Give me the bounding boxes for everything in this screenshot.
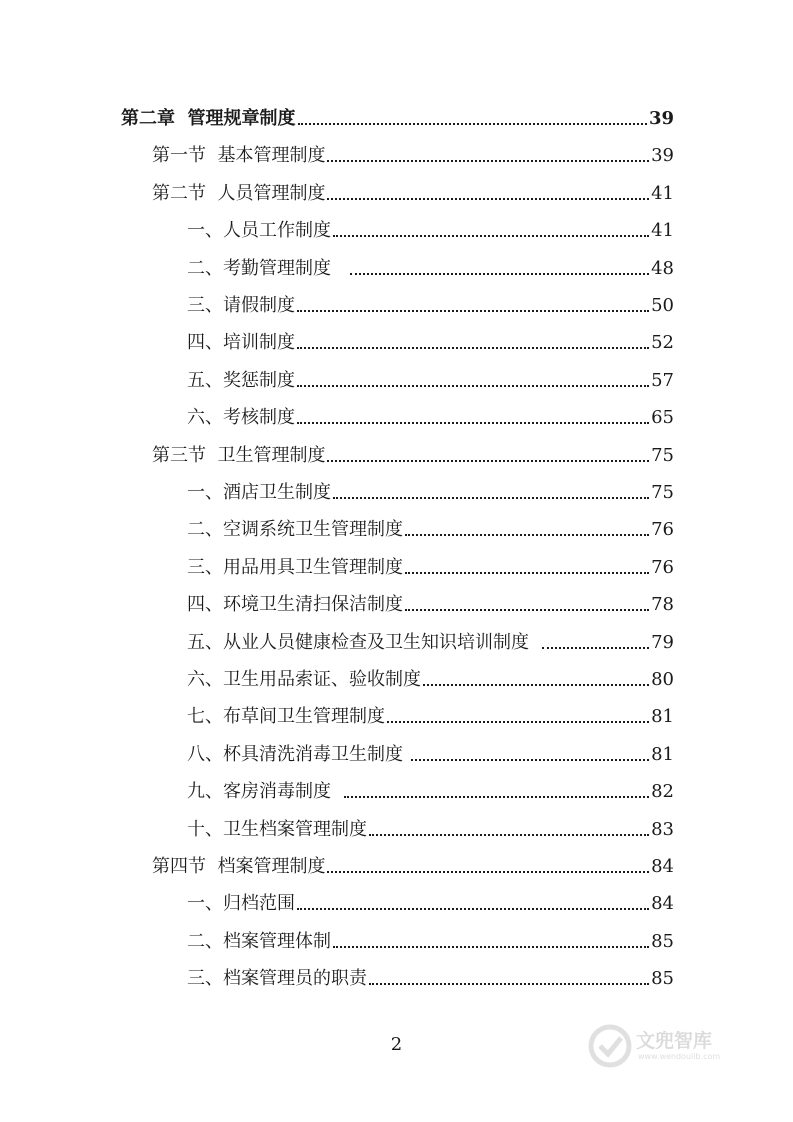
toc-entry-title: 四、培训制度 — [187, 332, 295, 354]
toc-entry-page: 50 — [651, 295, 674, 316]
toc-dot-leader — [327, 870, 649, 873]
toc-entry-title: 六、卫生用品索证、验收制度 — [187, 669, 421, 690]
toc-entry-page: 84 — [651, 893, 674, 915]
toc-entry[interactable] — [187, 552, 674, 580]
toc-entry-page: 78 — [651, 594, 674, 616]
toc-entry-title: 八、杯具清洗消毒卫生制度 — [187, 743, 409, 765]
watermark — [588, 1020, 758, 1072]
toc-entry[interactable] — [187, 477, 674, 505]
toc-entry-page: 65 — [651, 407, 674, 429]
toc-entry[interactable] — [187, 402, 674, 430]
toc-entry[interactable] — [121, 103, 674, 131]
toc-dot-leader — [369, 833, 649, 836]
toc-entry-page: 83 — [651, 818, 674, 840]
toc-dot-leader — [333, 496, 649, 499]
toc-entry-page: 48 — [651, 257, 674, 279]
toc-dot-leader — [327, 159, 649, 162]
toc-dot-leader — [297, 907, 649, 910]
toc-entry-page: 81 — [651, 743, 674, 765]
toc-entry[interactable] — [187, 814, 674, 842]
toc-entry-page: 76 — [651, 519, 674, 541]
toc-dot-leader — [327, 197, 649, 200]
toc-entry-page: 79 — [651, 631, 674, 653]
toc-dot-leader — [411, 758, 649, 761]
toc-entry-title: 一、归档范围 — [187, 893, 295, 915]
toc-entry[interactable] — [187, 627, 674, 655]
page-number: 2 — [390, 1034, 403, 1055]
toc-entry[interactable] — [187, 739, 674, 767]
toc-entry[interactable] — [187, 776, 674, 804]
toc-dot-leader — [423, 683, 649, 686]
watermark-text: 文兜智库 — [636, 1030, 713, 1052]
toc-entry-page: 80 — [651, 669, 674, 690]
toc-entry[interactable] — [187, 701, 674, 729]
toc-dot-leader — [344, 795, 649, 798]
toc-entry-page: 82 — [651, 781, 674, 803]
toc-entry-title: 九、客房消毒制度 — [187, 781, 343, 803]
toc-entry-title: 三、档案管理员的职责 — [187, 968, 367, 990]
toc-entry-page: 39 — [651, 145, 674, 167]
toc-entry-page: 39 — [648, 108, 674, 129]
toc-entry-title: 五、奖惩制度 — [187, 369, 295, 391]
toc-entry-page: 81 — [651, 706, 674, 728]
toc-entry-title: 三、请假制度 — [187, 295, 295, 316]
toc-dot-leader — [405, 533, 649, 536]
toc-entry[interactable] — [152, 178, 674, 206]
toc-entry-title: 十、卫生档案管理制度 — [187, 818, 367, 840]
toc-entry-title: 第二节 人员管理制度 — [152, 182, 326, 204]
toc-entry-title: 七、布草间卫生管理制度 — [187, 706, 385, 728]
toc-entry[interactable] — [187, 963, 674, 991]
toc-entry-page: 75 — [651, 444, 674, 466]
toc-entry-title: 六、考核制度 — [187, 407, 295, 429]
toc-dot-leader — [327, 459, 649, 462]
toc-dot-leader — [297, 421, 649, 424]
toc-entry[interactable] — [187, 514, 674, 542]
toc-entry[interactable] — [187, 926, 674, 954]
toc-entry-title: 三、用品用具卫生管理制度 — [187, 556, 403, 578]
toc-entry-title: 二、空调系统卫生管理制度 — [187, 519, 403, 541]
toc-entry-title: 二、考勤管理制度 — [187, 257, 349, 279]
toc-dot-leader — [297, 384, 649, 387]
toc-dot-leader — [350, 272, 649, 275]
toc-dot-leader — [387, 720, 649, 723]
toc-entry-title: 第一节 基本管理制度 — [152, 145, 326, 167]
toc-entry[interactable] — [187, 664, 674, 692]
toc-entry-page: 84 — [651, 856, 674, 877]
toc-entry-page: 85 — [651, 968, 674, 990]
toc-dot-leader — [333, 234, 649, 237]
toc-entry-title: 第三节 卫生管理制度 — [152, 444, 326, 466]
toc-entry[interactable] — [152, 440, 674, 468]
toc-entry-title: 四、环境卫生清扫保洁制度 — [187, 594, 403, 616]
toc-entry-title: 第二章 管理规章制度 — [121, 108, 296, 129]
toc-entry[interactable] — [187, 365, 674, 393]
toc-entry[interactable] — [187, 215, 674, 243]
toc-entry[interactable] — [187, 888, 674, 916]
toc-entry-page: 75 — [651, 482, 674, 503]
toc-dot-leader — [297, 309, 649, 312]
toc-entry-title: 第四节 档案管理制度 — [152, 856, 326, 877]
toc-dot-leader — [405, 608, 649, 611]
toc-dot-leader — [298, 122, 647, 125]
toc-entry[interactable] — [187, 290, 674, 318]
toc-entry-page: 57 — [651, 369, 674, 391]
watermark-logo-icon — [588, 1024, 632, 1068]
toc-dot-leader — [369, 982, 649, 985]
toc-dot-leader — [297, 346, 649, 349]
toc-entry-title: 一、酒店卫生制度 — [187, 482, 331, 503]
toc-entry-page: 76 — [651, 556, 674, 578]
toc-entry-page: 52 — [651, 332, 674, 354]
toc-entry-title: 五、从业人员健康检查及卫生知识培训制度 — [187, 631, 541, 653]
toc-dot-leader — [333, 945, 649, 948]
toc-entry[interactable] — [152, 851, 674, 879]
toc-entry-title: 二、档案管理体制 — [187, 930, 331, 952]
toc-dot-leader — [405, 571, 649, 574]
toc-entry-title: 一、人员工作制度 — [187, 220, 331, 242]
toc-entry[interactable] — [187, 589, 674, 617]
toc-entry[interactable] — [187, 253, 674, 281]
toc-entry[interactable] — [152, 140, 674, 168]
toc-entry-page: 41 — [651, 220, 674, 242]
toc-entry-page: 41 — [651, 182, 674, 204]
toc-dot-leader — [542, 646, 649, 649]
toc-entry[interactable] — [187, 327, 674, 355]
toc-entry-page: 85 — [651, 930, 674, 952]
watermark-url: www.wendoulib.com — [638, 1052, 721, 1061]
